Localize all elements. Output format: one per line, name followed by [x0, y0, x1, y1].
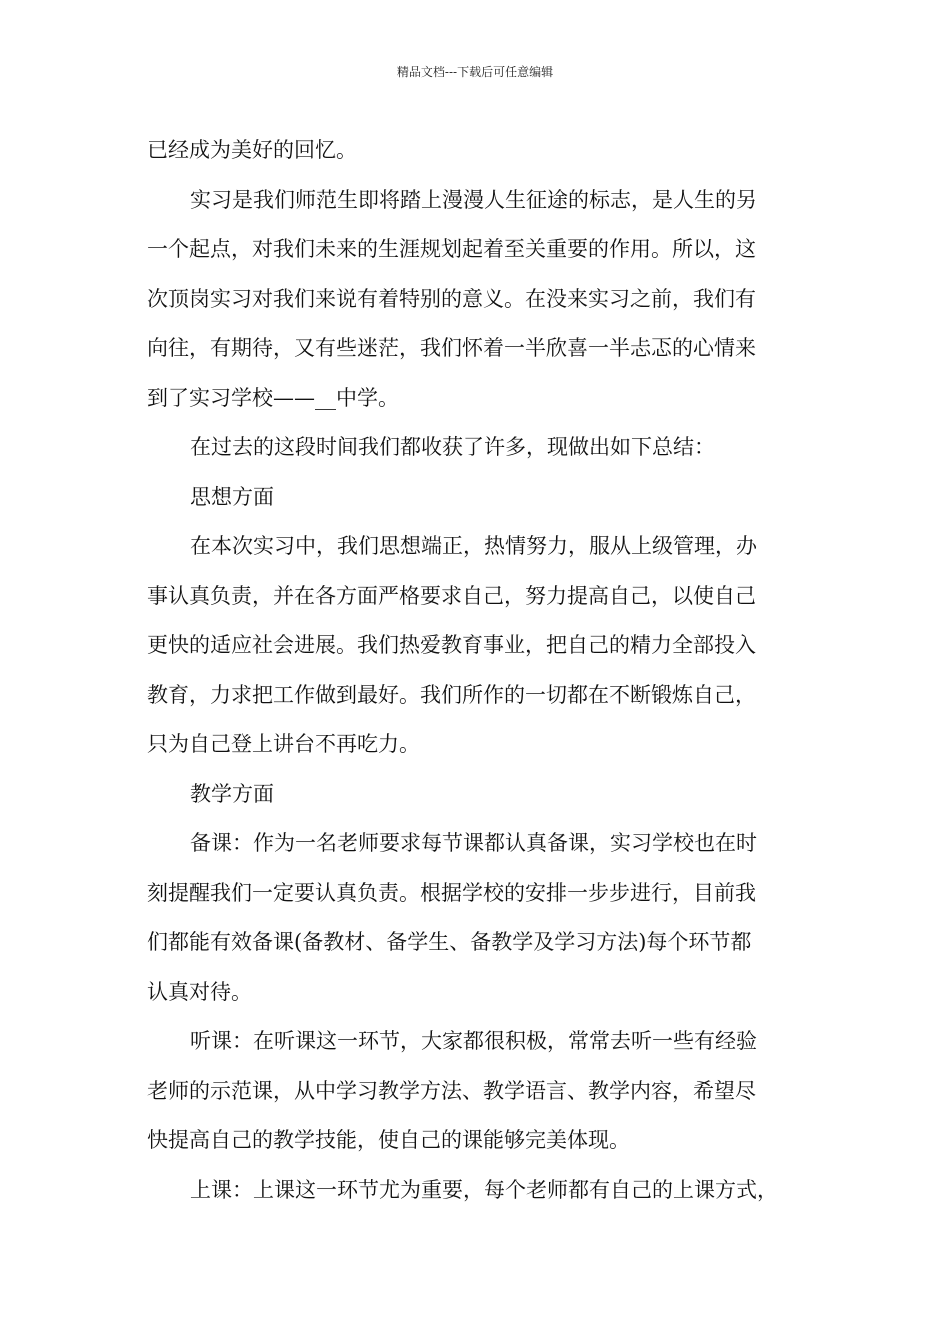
text-line: 到了实习学校——__中学。 [147, 385, 399, 410]
section-heading: 思想方面 [190, 484, 274, 509]
text-line: 老师的示范课，从中学习教学方法、教学语言、教学内容，希望尽 [147, 1078, 756, 1103]
text-line: 刻提醒我们一定要认真负责。根据学校的安排一步步进行，目前我 [147, 880, 756, 905]
text-line: 一个起点，对我们未来的生涯规划起着至关重要的作用。所以，这 [147, 237, 756, 261]
text-line: 次顶岗实习对我们来说有着特别的意义。在没来实习之前，我们有 [147, 286, 756, 311]
text-line: 已经成为美好的回忆。 [147, 138, 357, 162]
text-line: 在本次实习中，我们思想端正，热情努力，服从上级管理，办 [190, 534, 757, 558]
text-line: 更快的适应社会进展。我们热爱教育事业，把自己的精力全部投入 [147, 633, 756, 657]
text-line: 向往，有期待，又有些迷茫，我们怀着一半欣喜一半忐忑的心情来 [147, 336, 756, 360]
section-heading: 教学方面 [190, 781, 274, 806]
page-header: 精品文档---下载后可任意编辑 [396, 65, 554, 79]
text-line: 上课：上课这一环节尤为重要，每个老师都有自己的上课方式， [190, 1177, 778, 1202]
text-line: 只为自己登上讲台不再吃力。 [147, 732, 420, 756]
text-line: 事认真负责，并在各方面严格要求自己，努力提高自己，以使自己 [147, 583, 756, 608]
text-line: 教育，力求把工作做到最好。我们所作的一切都在不断锻炼自己， [147, 682, 756, 707]
text-line: 在过去的这段时间我们都收获了许多，现做出如下总结： [190, 435, 715, 459]
text-line: 们都能有效备课(备教材、备学生、备教学及学习方法)每个环节都 [147, 930, 752, 954]
text-line: 实习是我们师范生即将踏上漫漫人生征途的标志，是人生的另 [190, 187, 757, 212]
text-line: 认真对待。 [147, 979, 252, 1004]
text-line: 快提高自己的教学技能，使自己的课能够完美体现。 [147, 1128, 630, 1152]
document-body [147, 130, 807, 1219]
text-line: 备课：作为一名老师要求每节课都认真备课，实习学校也在时 [190, 831, 757, 855]
text-line: 听课：在听课这一环节，大家都很积极，常常去听一些有经验 [190, 1029, 757, 1053]
